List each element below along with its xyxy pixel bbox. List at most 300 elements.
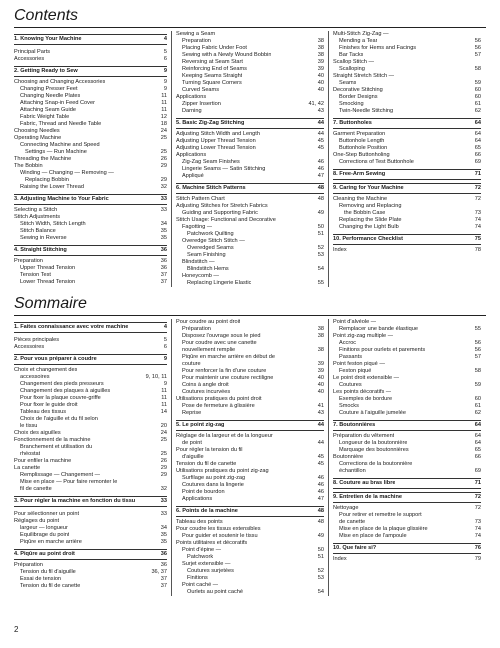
entry-title: échantillon [339,468,366,474]
entry-title: 5. Basic Zig-Zag Stitching [176,120,245,126]
contents-section-heading [176,183,324,194]
entry-title: Preparation [182,38,211,44]
sommaire-entry [176,319,324,326]
entry-title: Accessoires [14,344,45,350]
sommaire-entry [14,583,167,590]
entry-title: Longueur de la boutonnière [339,440,408,446]
sommaire-entry [14,518,167,525]
sommaire-entry [14,451,167,458]
entry-page: 43 [317,410,324,416]
entry-title: Sewing in Reverse [20,235,67,241]
sommaire-entry [176,354,324,361]
entry-title: Utilisations pratiques du point droit [176,396,262,402]
entry-title: Coins à angle droit [182,382,229,388]
entry-page: 45 [317,138,324,144]
entry-title: Overedged Seams [187,245,234,251]
sommaire-entry [176,340,324,347]
sommaire-column [171,319,328,596]
contents-entry [14,177,167,184]
entry-page: 29 [160,177,167,183]
entry-page: 25 [160,437,167,443]
entry-page: 41 [317,403,324,409]
entry-page: 65 [474,447,481,453]
sommaire-entry [333,389,481,396]
sommaire-entry [333,447,481,454]
entry-page: 46 [317,482,324,488]
contents-entry [176,101,324,108]
entry-title: largeur — longueur [20,525,68,531]
sommaire-section-heading [333,543,481,554]
entry-title: Blindstitch Hems [187,266,229,272]
entry-page: 34 [160,221,167,227]
entry-title: Coutures dans la lingerie [182,482,244,488]
entry-title: Utilisations pratiques du point zig-zag [176,468,269,474]
entry-title: Darning [182,108,202,114]
entry-page: 66 [474,152,481,158]
entry-title: 10. Que faire si? [333,545,377,551]
sommaire-entry [14,416,167,423]
sommaire-entry [333,533,481,540]
entry-page: 25 [160,149,167,155]
entry-title: Corrections de la boutonnière [339,461,413,467]
entry-title: Replacing the Slide Plate [339,217,402,223]
entry-title: Tension du fil d'aiguille [20,569,76,575]
contents-entry [333,196,481,203]
entry-title: Finitions pour ourlets et parements [339,347,426,353]
entry-title: Removing and Replacing [339,203,402,209]
contents-entry [176,231,324,238]
entry-page: 79 [474,556,481,562]
entry-page: 37 [160,279,167,285]
entry-title: Index [333,247,347,253]
entry-page: 36 [160,247,167,253]
sommaire-entry [14,437,167,444]
entry-page: 34 [160,525,167,531]
sommaire-entry [333,340,481,347]
entry-title: Fagotting — [182,224,213,230]
entry-title: Seams [339,80,357,86]
entry-title: Overedge Stitch Stitch — [182,238,245,244]
sommaire-entry [14,479,167,486]
entry-title: Mending a Tear [339,38,378,44]
entry-title: 8. Couture au bras libre [333,480,396,486]
contents-entry [333,66,481,73]
contents-entry [333,217,481,224]
contents-entry [14,156,167,163]
entry-title: Surfilage au point zig-zag [182,475,246,481]
sommaire-entry [333,403,481,410]
entry-page: 36 [160,551,167,557]
entry-page: 29 [160,472,167,478]
entry-page: 62 [474,108,481,114]
entry-title: Point feston piqué — [333,361,385,367]
sommaire-entry [176,403,324,410]
entry-title: Marquage des boutonnières [339,447,409,453]
sommaire-entry [14,444,167,451]
sommaire-entry [14,423,167,430]
entry-title: Mise en place — Pour faire remonter le [20,479,118,485]
entry-title: Point d'alvéole — [333,319,377,325]
entry-title: 3. Adjusting Machine to Your Fabric [14,196,109,202]
entry-title: Choosing and Changing Accessories [14,79,106,85]
entry-title: Préparation [14,562,43,568]
entry-page: 11 [161,107,167,113]
entry-title: Coutures surjetées [187,568,234,574]
entry-page: 36 [160,265,167,271]
entry-page: 40 [317,87,324,93]
entry-title: Adjusting Upper Thread Tension [176,138,256,144]
entry-page: 46 [317,159,324,165]
entry-page: 11 [161,93,167,99]
entry-title: Applications [176,152,207,158]
entry-title: Passants [339,354,363,360]
entry-page: 55 [474,326,481,332]
entry-title: Lower Thread Tension [20,279,76,285]
contents-entry [176,131,324,138]
sommaire-entry [333,512,481,519]
contents-entry [14,258,167,265]
entry-page: 9 [163,356,167,362]
entry-page: 36, 37 [151,569,167,575]
entry-title: Applications [176,94,207,100]
entry-page: 38 [317,347,324,353]
entry-title: Remplacer une bande élastique [339,326,418,332]
sommaire-entry [14,539,167,546]
sommaire-entry [14,486,167,493]
sommaire-entry [176,361,324,368]
entry-title: rhéostat [20,451,41,457]
entry-title: couture [182,361,201,367]
entry-page: 69 [474,159,481,165]
sommaire-entry [333,396,481,403]
entry-title: Pour renforcer la fin d'une couture [182,368,267,374]
entry-title: Couture à l'aiguille jumelée [339,410,406,416]
entry-page: 33 [160,196,167,202]
entry-page: 66 [474,454,481,460]
entry-title: Stitch Balance [20,228,56,234]
entry-title: Piqûre en marche arrière en début de [182,354,275,360]
contents-entry [14,86,167,93]
contents-entry [176,210,324,217]
contents-entry [14,149,167,156]
entry-page: 49 [317,533,324,539]
contents-entry [14,235,167,242]
entry-page: 72 [474,196,481,202]
sommaire-entry [176,396,324,403]
entry-page: 32 [160,486,167,492]
contents-entry [333,59,481,66]
entry-title: le tissu [20,423,38,429]
contents-entry [14,135,167,142]
entry-title: Point caché — [182,582,219,588]
entry-page: 5 [163,337,167,343]
entry-page: 56 [474,340,481,346]
entry-title: Garment Preparation [333,131,386,137]
entry-title: La canette [14,465,41,471]
entry-title: Tension du fil de canette [176,461,237,467]
sommaire-entry [176,568,324,575]
entry-page: 46 [317,166,324,172]
entry-page: 53 [317,252,324,258]
entry-title: Appliqué [182,173,204,179]
sommaire-entry [14,367,167,374]
entry-page: 59 [474,382,481,388]
entry-page: 52 [317,568,324,574]
entry-page: 24 [160,128,167,134]
entry-page: 9 [163,79,167,85]
entry-title: 6. Points de la machine [176,508,238,514]
entry-page: 52 [317,245,324,251]
contents-entry [333,152,481,159]
entry-page: 6 [163,56,167,62]
sommaire-section-heading [14,549,167,560]
entry-title: Exemples de bordure [339,396,393,402]
sommaire-entry [333,333,481,340]
sommaire-entry [176,468,324,475]
entry-title: Choosing Needles [14,128,60,134]
entry-title: Winding — Changing — Removing — [20,170,114,176]
sommaire-columns [14,319,486,596]
entry-page: 38 [317,38,324,44]
contents-section-heading [176,118,324,129]
entry-page: 39 [317,66,324,72]
contents-entry [333,87,481,94]
sommaire-entry [14,569,167,576]
entry-title: Reversing at Seam Start [182,59,243,65]
contents-entry [176,273,324,280]
entry-page: 33 [160,498,167,504]
sommaire-section-heading [176,420,324,431]
sommaire-entry [333,368,481,375]
sommaire-section-heading [333,420,481,431]
contents-entry [333,38,481,45]
entry-page: 11 [161,402,167,408]
entry-title: Preparation [14,258,43,264]
entry-title: Les points décoratifs — [333,389,392,395]
entry-page: 73 [474,519,481,525]
sommaire-entry [14,381,167,388]
entry-title: Boutonnière [333,454,364,460]
sommaire-heading: Sommaire [14,296,486,316]
entry-title: Multi-Stitch Zig-Zag — [333,31,389,37]
entry-title: 6. Machine Stitch Patterns [176,185,246,191]
contents-entry [14,114,167,121]
entry-title: the Bobbin Case [344,210,386,216]
entry-title: Pour guider et soutenir le tissu [182,533,258,539]
entry-page: 18 [160,121,167,127]
entry-page: 45 [317,145,324,151]
entry-page: 56 [474,347,481,353]
contents-entry [14,121,167,128]
entry-title: Replacing Bobbin [25,177,69,183]
entry-page: 25 [160,451,167,457]
entry-page: 44 [317,422,324,428]
entry-title: Points utilitaires et décoratifs [176,540,248,546]
contents-entry [14,272,167,279]
entry-page: 38 [317,52,324,58]
entry-title: Changement des plaques à aiguilles [20,388,111,394]
entry-page: 64 [474,120,481,126]
entry-page: 60 [474,396,481,402]
entry-page: 12 [160,114,167,120]
entry-page: 78 [474,247,481,253]
sommaire-entry [176,589,324,596]
entry-title: Changing Presser Feet [20,86,78,92]
entry-page: 24 [160,430,167,436]
entry-page: 64 [474,433,481,439]
contents-entry [333,224,481,231]
sommaire-section-heading [333,478,481,489]
entry-title: 7. Buttonholes [333,120,372,126]
entry-title: Accroc [339,340,357,346]
contents-entry [333,108,481,115]
sommaire-entry [176,519,324,526]
entry-title: Tableau des tissus [20,409,67,415]
sommaire-entry [14,409,167,416]
contents-entry [176,266,324,273]
entry-title: Adjusting Stitch Width and Length [176,131,260,137]
entry-page: 44 [317,120,324,126]
sommaire-entry [333,519,481,526]
entry-title: Disposez l'ouvrage sous le pied [182,333,261,339]
entry-title: Mise en place de l'ampoule [339,533,407,539]
entry-page: 35 [160,235,167,241]
entry-page: 37 [160,272,167,278]
entry-title: Fabric Weight Table [20,114,70,120]
contents-entry [176,66,324,73]
contents-entry [176,224,324,231]
sommaire-entry [176,533,324,540]
entry-title: Pour maintenir une couture rectiligne [182,375,274,381]
entry-title: Choix des aiguilles [14,430,61,436]
entry-title: Upper Thread Tension [20,265,76,271]
entry-page: 43 [317,108,324,114]
entry-title: Decorative Stitching [333,87,383,93]
entry-title: Pour retirer et remettre le support [339,512,422,518]
contents-section-heading [333,234,481,245]
sommaire-entry [333,505,481,512]
entry-page: 40 [317,375,324,381]
entry-title: Pièces principales [14,337,60,343]
entry-title: Branchement et utilisation du [20,444,93,450]
entry-page: 35 [160,228,167,234]
page-number: 2 [14,625,19,634]
sommaire-entry [333,461,481,468]
entry-title: Pour coudre au point droit [176,319,241,325]
sommaire-entry [176,447,324,454]
entry-title: 2. Pour vous préparer à coudre [14,356,97,362]
entry-title: Sewing a Seam [176,31,216,37]
entry-page: 64 [474,440,481,446]
entry-title: accessoires [20,374,50,380]
contents-heading: Contents [14,8,486,28]
entry-title: Surjet extensible — [182,561,231,567]
entry-page: 14 [160,409,167,415]
entry-page: 38 [317,45,324,51]
entry-title: Patchwork [187,554,214,560]
entry-page: 64 [474,138,481,144]
entry-page: 9 [163,86,167,92]
sommaire-section-heading [333,492,481,503]
entry-page: 38 [317,326,324,332]
entry-page: 55 [317,280,324,286]
contents-entry [333,138,481,145]
contents-entry [176,94,324,101]
contents-entry [176,45,324,52]
entry-title: 9. Caring for Your Machine [333,185,404,191]
contents-entry [176,166,324,173]
entry-title: Smocking [339,101,364,107]
entry-title: Remplissage — Changement — [20,472,101,478]
entry-title: Tension du fil de canette [20,583,81,589]
entry-title: Choix de l'aiguille et du fil selon [20,416,98,422]
entry-title: fil de canette [20,486,52,492]
entry-title: Selecting a Stitch [14,207,58,213]
entry-title: Le point droit extensible — [333,375,400,381]
entry-page: 40 [317,382,324,388]
sommaire-section-heading [14,354,167,365]
entry-title: Fabric, Thread and Needle Table [20,121,102,127]
contents-section-heading [14,34,167,45]
entry-title: Préparation [182,326,211,332]
toc-page [14,8,486,596]
entry-page: 47 [317,173,324,179]
sommaire-section-heading [14,322,167,333]
entry-title: Choix et changement des [14,367,78,373]
entry-title: Zig-Zag Seam Finishes [182,159,240,165]
sommaire-column [328,319,485,596]
entry-page: 74 [474,526,481,532]
entry-page: 40 [317,73,324,79]
entry-title: Stitch Width, Stitch Length [20,221,86,227]
contents-entry [176,203,324,210]
entry-title: Turning Square Corners [182,80,242,86]
sommaire-entry [176,482,324,489]
entry-page: 25 [160,135,167,141]
entry-page: 72 [474,185,481,191]
contents-entry [333,203,481,210]
entry-page: 36 [160,258,167,264]
entry-title: Feston piqué [339,368,372,374]
entry-page: 44 [317,440,324,446]
sommaire-entry [176,368,324,375]
entry-title: Tableau des points [176,519,223,525]
entry-page: 11 [161,100,167,106]
entry-page: 65 [474,145,481,151]
contents-entry [176,217,324,224]
contents-entry [176,87,324,94]
sommaire-entry [176,489,324,496]
entry-page: 60 [474,87,481,93]
entry-page: 64 [474,131,481,137]
contents-entry [176,245,324,252]
entry-title: Pour fixer le guide droit [20,402,78,408]
sommaire-entry [14,337,167,344]
sommaire-entry [14,430,167,437]
entry-page: 9 [163,381,167,387]
entry-title: nouvellement remplie [182,347,236,353]
contents-section-heading [14,194,167,205]
entry-page: 57 [474,354,481,360]
entry-page: 45 [317,461,324,467]
contents-entry [176,259,324,266]
entry-page: 64 [474,422,481,428]
entry-title: Adjusting Lower Thread Tension [176,145,256,151]
entry-title: 8. Free-Arm Sewing [333,171,386,177]
entry-page: 26 [160,156,167,162]
entry-page: 37 [160,576,167,582]
entry-title: Guiding and Supporting Fabric [182,210,258,216]
